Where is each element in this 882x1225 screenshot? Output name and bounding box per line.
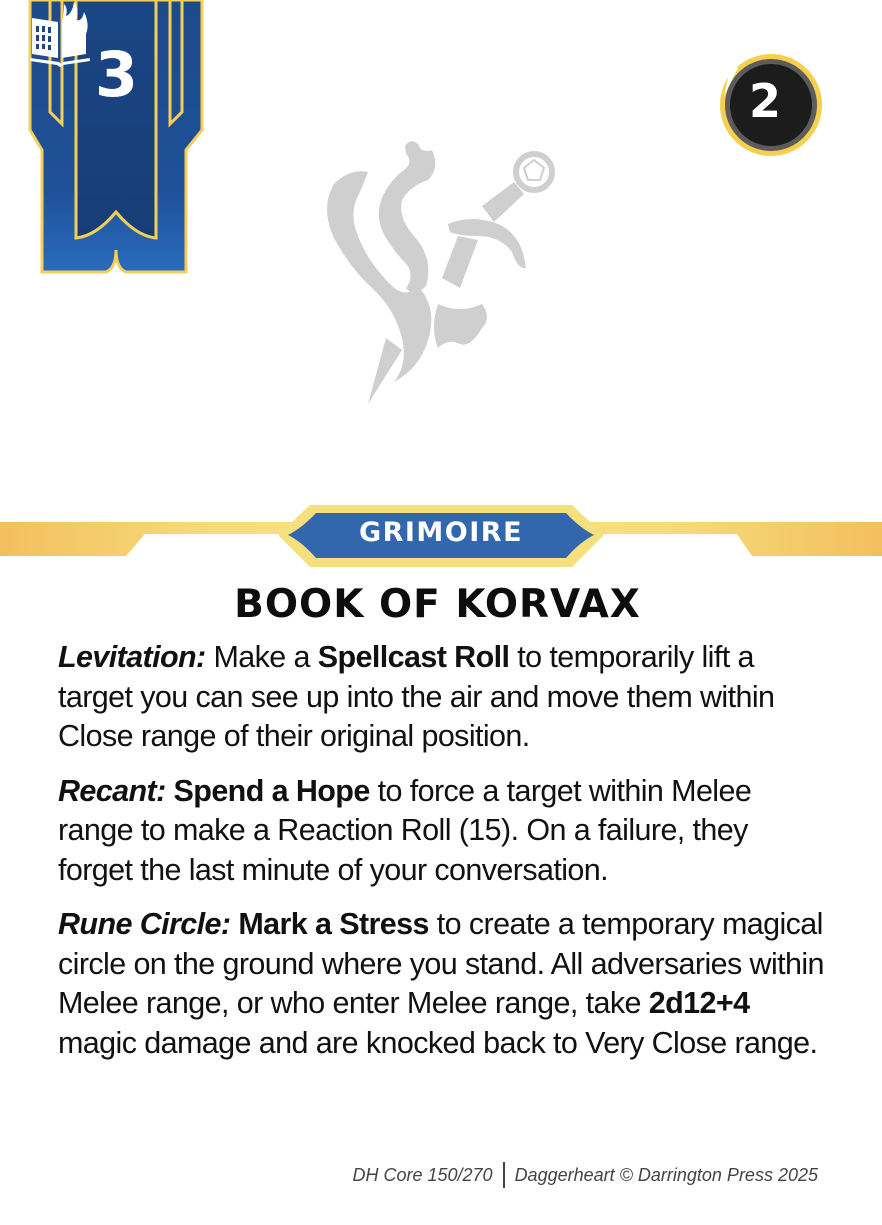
card-footer	[352, 1161, 818, 1189]
ability-keyword: Spellcast Roll	[317, 640, 510, 674]
grimoire-book-flame-icon	[28, 0, 92, 68]
ability-text: to temporarily lift a target you can see up into the air and move them within Close range of their original position.	[58, 640, 775, 753]
dragon-sword-emblem-icon	[310, 128, 570, 413]
card-type-label: GRIMOIRE	[358, 517, 524, 548]
damage-dice: 2d12+4	[648, 986, 750, 1020]
cost-value: 2	[748, 74, 781, 128]
footer-divider	[503, 1162, 505, 1188]
ability-name: Levitation:	[58, 640, 206, 674]
ability-rune-circle	[58, 905, 828, 1063]
level-banner	[28, 0, 204, 280]
ability-text: to create a temporary magical circle on the ground where you stand. All adversaries within Melee range, or who enter Melee range, take	[58, 907, 824, 1020]
card-number: DH Core 150/270	[352, 1164, 493, 1185]
card-body	[58, 638, 828, 1078]
ability-text: to force a target within Melee range to make a Reaction Roll (15). On a failure, they forget the last minute of your conversation.	[58, 773, 752, 887]
ability-recant	[58, 772, 828, 891]
ability-text: Make a	[205, 640, 318, 674]
card-title: BOOK OF KORVAX	[234, 582, 641, 627]
ability-text: magic damage and are knocked back to Very Close range.	[58, 1025, 818, 1060]
lightning-bolt-icon	[718, 52, 740, 96]
ability-name: Recant:	[58, 773, 166, 808]
copyright: Daggerheart © Darrington Press 2025	[514, 1164, 818, 1185]
ability-keyword: Spend a Hope	[173, 773, 370, 808]
hope-cost-badge	[718, 52, 824, 158]
level-number: 3	[94, 38, 138, 111]
ability-keyword: Mark a Stress	[238, 907, 429, 941]
ability-name: Rune Circle:	[58, 907, 231, 941]
ability-text	[166, 774, 174, 808]
ability-levitation	[58, 638, 828, 757]
